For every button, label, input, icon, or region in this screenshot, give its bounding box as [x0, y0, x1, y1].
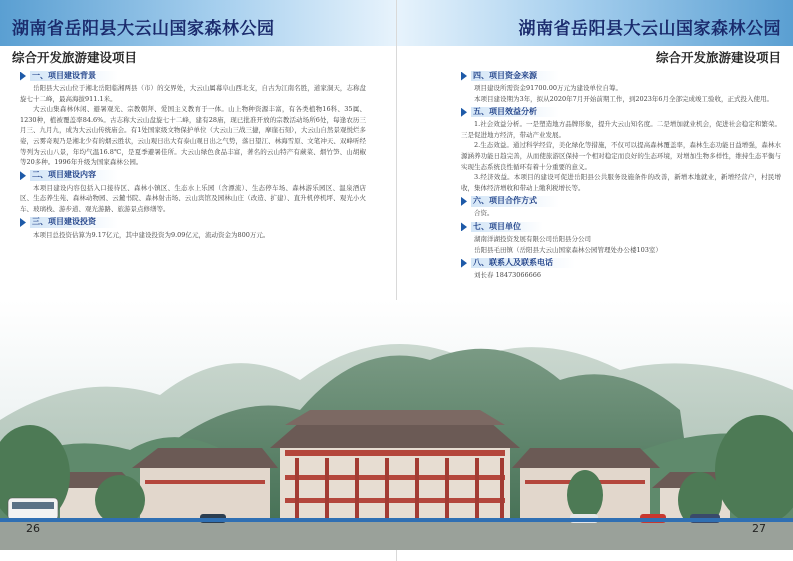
page-subtitle: 综合开发旅游建设项目 [12, 50, 138, 65]
paragraph: 项目建设所需资金91700.00万元为建设单位自筹。 [474, 84, 623, 92]
contact-line: 刘长春 18473066666 [474, 271, 542, 280]
left-content [20, 68, 366, 240]
section-heading: 四、项目资金来源 [461, 70, 781, 82]
bus-illustration [8, 498, 58, 520]
triangle-marker-icon [461, 108, 467, 117]
triangle-marker-icon [20, 218, 26, 227]
section-heading: 六、项目合作方式 [461, 195, 781, 207]
text-line: 岳阳县毛田镇（岳阳县大云山国家森林公园管理处办公楼103室） [474, 245, 662, 254]
paragraph: 本项目建设内容包括入口接待区、森林小镇区、生态水上乐园（含漂流）、生态停车场、森林游乐园区、温泉酒店区、生态养生苑、森林动物园、云麓书院、森林射击场、云山宾馆及园林山庄（改造、扩建）、直升机停机坪、观光小火车、玻璃栈、游步道、观光游路、旅游景点修缮等。 [20, 183, 366, 213]
paragraph: 岳阳县大云山位于湘北岳阳临湘两县（市）的交界处，大云山属幕阜山西北支，自古为江南名胜，道家洞天，志称盘旋七十二峰，最高海拔911.1米。 [20, 84, 366, 103]
paragraph: 2.生态效益。通过科学经营，美化绿化等措施，不仅可以提高森林覆盖率，森林生态功能日益增强，森林水源涵养功能日趋完善，从而使旅游区保持一个相对稳定而良好的生态环境，对增加生物多样性，维持生态平衡与实现生态系统良性循环有着十分重要的意义。 [461, 141, 781, 171]
page-subtitle: 综合开发旅游建设项目 [655, 50, 781, 65]
right-content [461, 68, 781, 281]
paragraph: 本项目建设期为3年，拟从2020年7月开始前期工作，到2023年6月全部完成竣工验收，正式投入使用。 [474, 94, 773, 103]
section-heading: 五、项目效益分析 [461, 106, 781, 118]
section-heading: 三、项目建设投资 [20, 217, 366, 229]
paragraph: 大云山集森林休闲、避暑观光、宗教朝拜、爱国主义教育于一体。山上物种资源丰富，有各类植物16科、35属、1230种，植被覆盖率84.6%。古志称大云山盘旋七十二峰，建有28庙，现已批准开放的宗教活动场所6处，每逢农历三月三、九月九，成为大云山传统庙会。有1处国家级文物保护单位（大云山三战三捷，摩崖石刻），大云山自然景观悦烂多姿，云雾奇观乃是湘北少有的烟云胜状，云山观日出大有泰山观日出之气势，落日望江、林海雪原、文笔冲天、双峰听经等列为云山八景，年均气温16.8℃，是夏季避暑佳所。大云山绿色食品丰富，著名的云山特产有蕨菜、烟竹笋、山胡椒等20多种。1996年升级为国家森林公园。 [20, 105, 366, 167]
section-heading: 二、项目建设内容 [20, 170, 366, 182]
section-heading: 七、项目单位 [461, 221, 781, 233]
section-heading: 八、联系人及联系电话 [461, 257, 781, 269]
page-title: 湖南省岳阳县大云山国家森林公园 [518, 19, 781, 39]
text-line: 湖南洋湖投资发展有限公司岳阳县分公司 [474, 234, 591, 243]
text-line: 合资。 [474, 209, 494, 218]
triangle-marker-icon [461, 72, 467, 81]
landscape-illustration [0, 300, 793, 550]
triangle-marker-icon [461, 259, 467, 268]
triangle-marker-icon [461, 197, 467, 206]
paragraph: 3.经济效益。本项目的建设可促进岳阳县公共服务设施条件的改善，新增本地就业，新增经营户，村民增收，集体经济增收和带动上缴利税增长等。 [461, 173, 781, 192]
triangle-marker-icon [20, 171, 26, 180]
page-title: 湖南省岳阳县大云山国家森林公园 [12, 19, 275, 39]
paragraph: 本项目总投资估算为9.17亿元，其中建设投资为9.09亿元，流动资金为800万元。 [33, 230, 270, 239]
footer-rule [0, 518, 793, 522]
triangle-marker-icon [20, 72, 26, 81]
page-number: 26 [26, 522, 40, 535]
page-number: 27 [752, 522, 766, 535]
paragraph: 1.社会效益分析。一是塑造地方品牌形象，提升大云山知名度。二是增加就业机会，促进社会稳定和繁荣。三是促进地方经济，带动产业发展。 [461, 120, 781, 139]
section-heading: 一、项目建设背景 [20, 70, 366, 82]
scenic-illustration [0, 300, 793, 550]
triangle-marker-icon [461, 222, 467, 231]
